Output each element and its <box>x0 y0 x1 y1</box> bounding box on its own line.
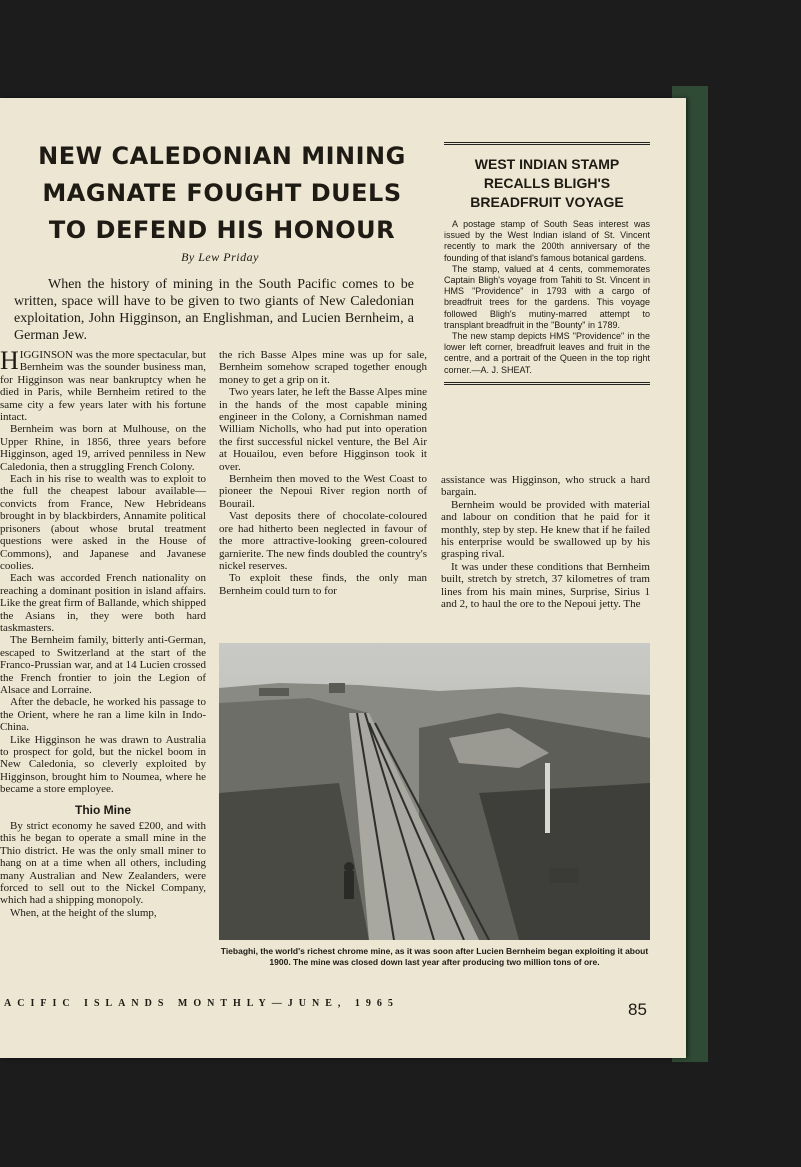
article-paragraph: Two years later, he left the Basse Alpes mine in the hands of the most capable mining engineer in the Colony, a Cornishman named William Nicholls, who had put into operation the first successful nickel venture, the Bel Air at Houailou, even before Higginson took it over. <box>219 386 427 473</box>
article-paragraph: the rich Basse Alpes mine was up for sale, Bernheim somehow scraped together enough money to get a grip on it. <box>219 349 427 386</box>
article-paragraph: Bernheim then moved to the West Coast to pioneer the Nepoui River region north of Bourail. <box>219 473 427 510</box>
article-paragraph: Bernheim was born at Mulhouse, on the Upper Rhine, in 1856, three years before Higginson, aged 19, arrived penniless in New Caledonia, then a struggling French Colony. <box>0 423 206 473</box>
article-paragraph: Bernheim would be provided with material and labour on condition that he paid for it monthly, step by step. He knew that if he failed his enterprise would be swallowed up by his grasping rival. <box>441 498 650 561</box>
article-headline: NEW CALEDONIAN MINING MAGNATE FOUGHT DUELS TO DEFEND HIS HONOUR <box>38 142 406 244</box>
article-subheading: Thio Mine <box>75 802 131 817</box>
photo-caption: Tiebaghi, the world's richest chrome mine, as it was soon after Lucien Bernheim began exploiting it about 1900. The mine was closed down last year after producing two million tons of ore. <box>220 946 649 967</box>
article-column-1 <box>0 346 206 919</box>
article-paragraph: After the debacle, he worked his passage to the Orient, where he ran a lime kiln in Indo-China. <box>0 696 206 734</box>
article-column-3 <box>441 474 650 610</box>
article-paragraph: Vast deposits there of chocolate-coloured ore had hitherto been neglected in favour of the more attractive-looking green-coloured garnierite. The new finds doubled the country's nickel reserves. <box>219 510 427 572</box>
divider <box>444 142 650 145</box>
article-paragraph: By strict economy he saved £200, and with this he began to operate a small mine in the Thio district. He was the only small miner to hang on at a time when all others, including many Australian and New Zealanders, were forced to sell out to the Nickel Company, which had a shipping monopoly. <box>0 820 206 907</box>
article-paragraph: Like Higginson he was drawn to Australia to prospect for gold, but the nickel boom in New Caledonia, so cleverly exploited by Higginson, brought him to Noumea, where he became a store employee. <box>0 733 206 796</box>
article-intro: When the history of mining in the South Pacific comes to be written, space will have to be given to two giants of New Caledonian exploitation, John Higginson, an Englishman, and Lucien Bernheim, a German Jew. <box>14 277 414 343</box>
article-byline: By Lew Priday <box>181 250 259 264</box>
sidebar-title: WEST INDIAN STAMP RECALLS BLIGH'S BREADFRUIT VOYAGE <box>470 156 624 210</box>
article-paragraph: assistance was Higginson, who struck a hard bargain. <box>441 474 650 499</box>
magazine-page <box>0 98 686 1058</box>
drop-cap: H <box>0 346 19 375</box>
mine-photo <box>219 643 650 940</box>
mine-photo-image <box>219 643 650 940</box>
divider <box>444 382 650 385</box>
article-paragraph: Each was accorded French nationality on reaching a dominant position in island affairs. Like the great firm of Ballande, which shipped the Asians in, they were both hard taskmasters. <box>0 572 206 634</box>
article-paragraph: It was under these conditions that Bernheim built, stretch by stretch, 37 kilometres of tram lines from his main mines, Surprise, Sirius 1 and 2, to haul the ore to the Nepoui jetty. The <box>441 560 650 611</box>
article-paragraph: Each in his rise to wealth was to exploit to the full the cheapest labour available—convicts from France, New Hebrideans brought in by blackbirders, Annamite political prisoners (about whose brutal treatment questions were asked in the House of Commons), and Japanese and Javanese coolies. <box>0 473 206 572</box>
sidebar-paragraph: The new stamp depicts HMS "Providence" in the lower left corner, breadfruit leaves and fruit in the centre, and a portrait of the Queen in the top right corner.—A. J. SHEAT. <box>444 331 650 375</box>
article-paragraph: To exploit these finds, the only man Bernheim could turn to for <box>219 572 427 597</box>
sidebar-paragraph: A postage stamp of South Seas interest was issued by the West Indian island of St. Vincent recently to mark the 200th anniversary of the founding of that island's famous botanical gardens. <box>444 219 650 263</box>
article-column-2 <box>219 349 427 597</box>
article-paragraph: The Bernheim family, bitterly anti-German, escaped to Switzerland at the start of the Franco-Prussian war, and at 14 Lucien crossed the French frontier to join the Legion of Alsace and Lorraine. <box>0 634 206 696</box>
page-number: 85 <box>628 1000 647 1019</box>
article-paragraph: When, at the height of the slump, <box>10 906 157 919</box>
article-paragraph: HIGGINSON was the more spectacular, but Bernheim was the sounder business man, for Higginson was near bankruptcy when he died in Paris, while Bernheim retired to the same city a few years later with his fortune intact. <box>0 346 206 424</box>
sidebar-box <box>444 142 650 385</box>
page-footer-masthead: ACIFIC ISLANDS MONTHLY—JUNE, 1965 <box>4 998 399 1009</box>
sidebar-paragraph: The stamp, valued at 4 cents, commemorates Captain Bligh's voyage from Tahiti to St. Vincent in HMS "Providence" in 1793 with a cargo of breadfruit trees for the gardens. This voyage followed Bligh's mutiny-marred attempt to transplant breadfruit in the "Bounty" in 1789. <box>444 263 650 330</box>
